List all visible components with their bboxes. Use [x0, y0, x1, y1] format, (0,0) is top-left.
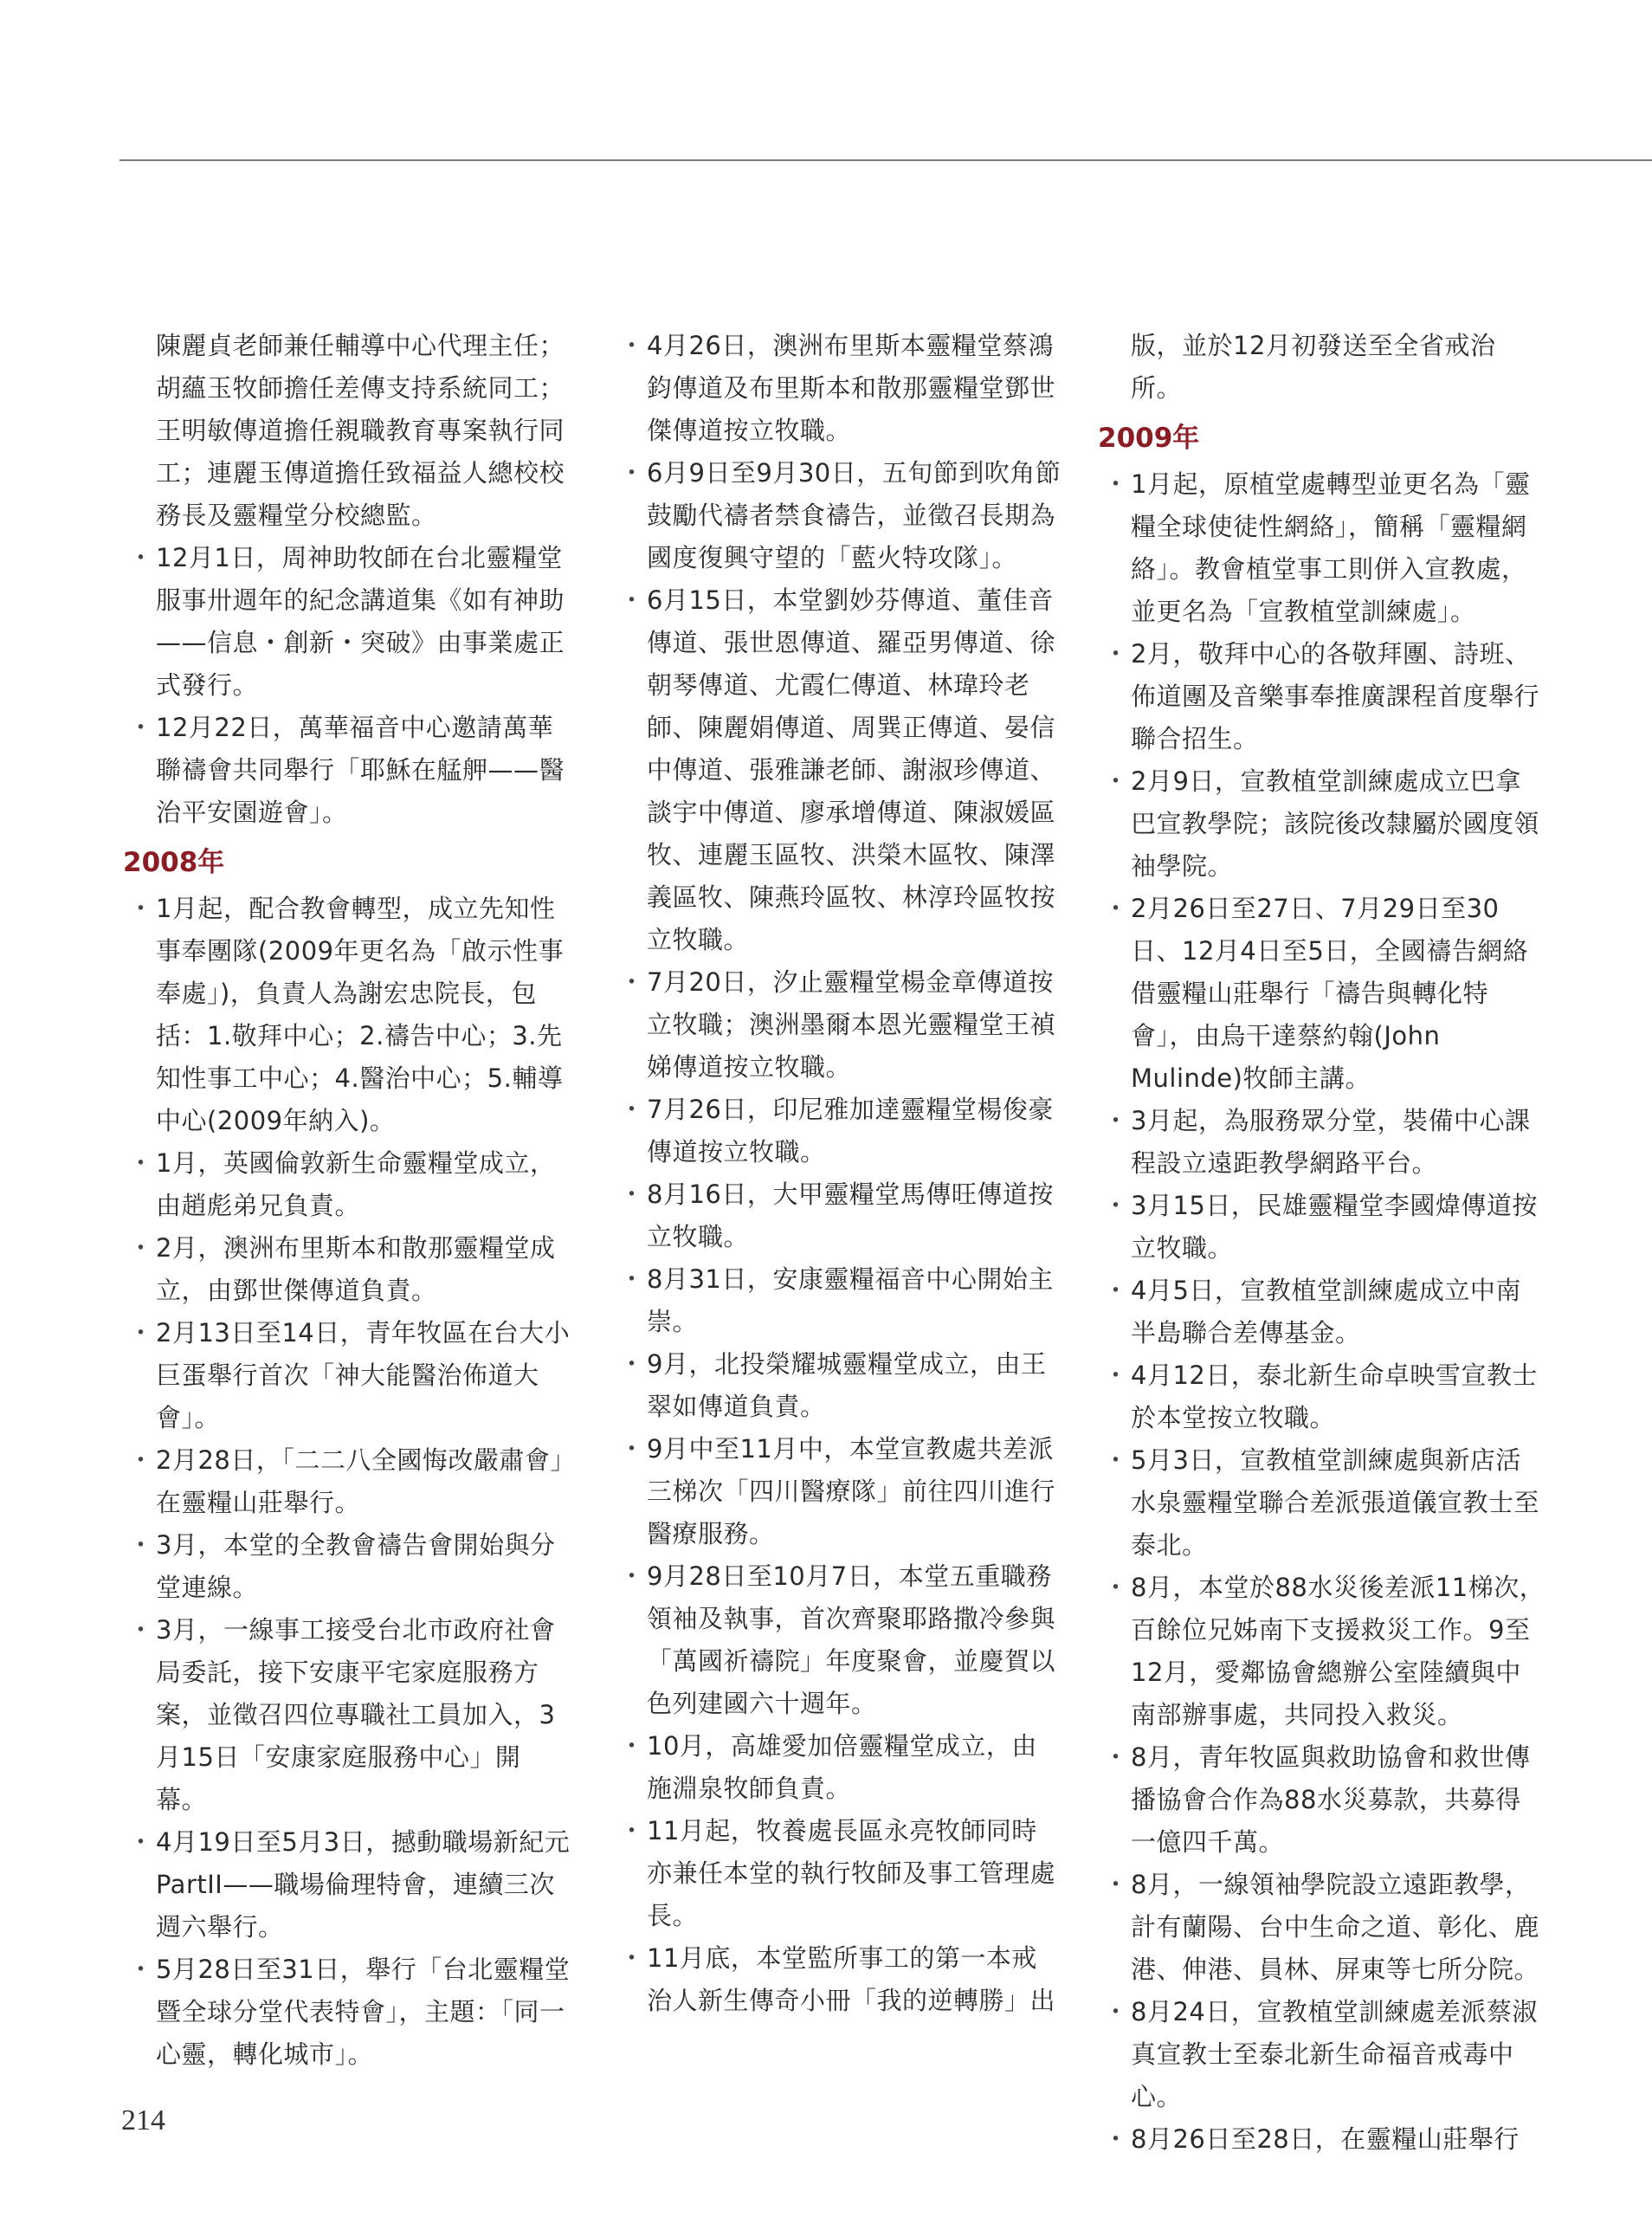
list-col2	[612, 325, 1062, 2022]
list-item: ・ 3月15日，民雄靈糧堂李國煒傳道按立牧職。	[1096, 1185, 1546, 1270]
bullet-icon: ・	[128, 1827, 154, 1857]
list-item: ・ 11月起，牧養處長區永亮牧師同時亦兼任本堂的執行牧師及事工管理處長。	[612, 1810, 1062, 1937]
list-item: ・ 2月28日，「二二八全國悔改嚴肅會」在靈糧山莊舉行。	[121, 1439, 571, 1524]
bullet-icon: ・	[1103, 1106, 1129, 1135]
bullet-icon: ・	[619, 1095, 645, 1124]
bullet-icon: ・	[128, 1233, 154, 1263]
list-item: ・ 8月，青年牧區與救助協會和救世傳播協會合作為88水災募款，共募得一億四千萬。	[1096, 1736, 1546, 1864]
bullet-icon: ・	[128, 894, 154, 923]
column-3	[1096, 325, 1546, 2161]
list-item: ・ 4月19日至5月3日，撼動職場新紀元PartII——職場倫理特會，連續三次週六舉行。	[121, 1821, 571, 1949]
list-item: ・ 1月起，配合教會轉型，成立先知性事奉團隊(2009年更名為「啟示性事奉處」)，負責人為謝宏忠院長，包括：1.敬拜中心；2.禱告中心；3.先知性事工中心；4.醫治中心；5.輔導中心(2009年納入)。	[121, 888, 571, 1142]
list-item-continuation: 陳麗貞老師兼任輔導中心代理主任；胡蘊玉牧師擔任差傳支持系統同工；王明敏傳道擔任親職教育專案執行同工；連麗玉傳道擔任致福益人總校校務長及靈糧堂分校總監。	[156, 331, 565, 530]
list-item: ・ 4月26日，澳洲布里斯本靈糧堂蔡鴻鈞傳道及布里斯本和散那靈糧堂鄧世傑傳道按立牧職。	[612, 325, 1062, 452]
list-item: ・ 7月20日，汐止靈糧堂楊金章傳道按立牧職；澳洲墨爾本恩光靈糧堂王禎娣傳道按立牧職。	[612, 961, 1062, 1089]
year-heading-2009: 2009年	[1098, 423, 1200, 454]
bullet-icon: ・	[1103, 894, 1129, 923]
list-item: ・ 7月26日，印尼雅加達靈糧堂楊俊豪傳道按立牧職。	[612, 1089, 1062, 1173]
list-item: ・ 9月28日至10月7日，本堂五重職務領袖及執事，首次齊聚耶路撒冷參與「萬國祈禱院」年度聚會，並慶賀以色列建國六十週年。	[612, 1555, 1062, 1725]
list-item-continuation: 版，並於12月初發送至全省戒治所。	[1131, 331, 1496, 403]
bullet-icon: ・	[619, 585, 645, 615]
bullet-icon: ・	[619, 1943, 645, 1973]
header-rule	[119, 159, 1652, 161]
bullet-icon: ・	[619, 1264, 645, 1294]
list-col1-a	[121, 537, 571, 834]
list-item: ・ 5月3日，宣教植堂訓練處與新店活水泉靈糧堂聯合差派張道儀宣教士至泰北。	[1096, 1439, 1546, 1567]
list-item: ・ 8月26日至28日，在靈糧山莊舉行	[1096, 2118, 1546, 2161]
list-item: ・ 9月中至11月中，本堂宣教處共差派三梯次「四川醫療隊」前往四川進行醫療服務。	[612, 1428, 1062, 1555]
list-item: ・ 3月，本堂的全教會禱告會開始與分堂連線。	[121, 1524, 571, 1609]
bullet-icon: ・	[128, 1318, 154, 1348]
bullet-icon: ・	[1103, 766, 1129, 796]
list-item: ・ 9月，北投榮耀城靈糧堂成立，由王翠如傳道負責。	[612, 1343, 1062, 1428]
list-item: ・ 6月9日至9月30日，五旬節到吹角節鼓勵代禱者禁食禱告，並徵召長期為國度復興守望的「藍火特攻隊」。	[612, 452, 1062, 579]
bullet-icon: ・	[619, 1731, 645, 1761]
list-item: ・ 5月28日至31日，舉行「台北靈糧堂暨全球分堂代表特會」，主題：「同一心靈，轉化城市」。	[121, 1949, 571, 2076]
bullet-icon: ・	[1103, 639, 1129, 669]
list-item: ・ 2月13日至14日，青年牧區在台大小巨蛋舉行首次「神大能醫治佈道大會」。	[121, 1312, 571, 1439]
list-item: ・ 12月22日，萬華福音中心邀請萬華聯禱會共同舉行「耶穌在艋舺——醫治平安園遊會」。	[121, 707, 571, 834]
bullet-icon: ・	[619, 458, 645, 488]
bullet-icon: ・	[1103, 1573, 1129, 1602]
column-2	[612, 325, 1062, 2022]
list-item: ・ 2月26日至27日、7月29日至30日、12月4日至5日，全國禱告網絡借靈糧山莊舉行「禱告與轉化特會」，由烏干達蔡約翰(John Mulinde)牧師主講。	[1096, 888, 1546, 1100]
list-item: ・ 11月底，本堂監所事工的第一本戒治人新生傳奇小冊「我的逆轉勝」出	[612, 1937, 1062, 2022]
bullet-icon: ・	[1103, 2124, 1129, 2154]
list-item: ・ 8月，一線領袖學院設立遠距教學，計有蘭陽、台中生命之道、彰化、鹿港、伸港、員林、屏東等七所分院。	[1096, 1864, 1546, 1991]
bullet-icon: ・	[128, 543, 154, 572]
column-1	[121, 325, 571, 2076]
bullet-icon: ・	[619, 1434, 645, 1464]
list-item: ・ 6月15日，本堂劉妙芬傳道、董佳音傳道、張世恩傳道、羅亞男傳道、徐朝琴傳道、尤霞仁傳道、林瑋玲老師、陳麗娟傳道、周巽正傳道、晏信中傳道、張雅謙老師、謝淑珍傳道、談宇中傳道、廖承增傳道、陳淑媛區牧、連麗玉區牧、洪榮木區牧、陳澤義區牧、陳燕玲區牧、林淳玲區牧按立牧職。	[612, 579, 1062, 961]
list-item: ・ 1月，英國倫敦新生命靈糧堂成立，由趙彪弟兄負責。	[121, 1142, 571, 1227]
bullet-icon: ・	[1103, 1361, 1129, 1390]
bullet-icon: ・	[619, 967, 645, 997]
bullet-icon: ・	[1103, 1742, 1129, 1772]
page-number: 214	[121, 2104, 165, 2136]
list-item: ・ 10月，高雄愛加倍靈糧堂成立，由施淵泉牧師負責。	[612, 1725, 1062, 1810]
list-item: ・ 8月16日，大甲靈糧堂馬傳旺傳道按立牧職。	[612, 1173, 1062, 1258]
bullet-icon: ・	[619, 1180, 645, 1209]
bullet-icon: ・	[1103, 1445, 1129, 1475]
bullet-icon: ・	[128, 1955, 154, 1984]
list-item: ・ 8月31日，安康靈糧福音中心開始主崇。	[612, 1258, 1062, 1343]
bullet-icon: ・	[128, 1445, 154, 1475]
bullet-icon: ・	[128, 713, 154, 742]
list-item: ・ 3月，一線事工接受台北市政府社會局委託，接下安康平宅家庭服務方案，並徵召四位專職社工員加入，3月15日「安康家庭服務中心」開幕。	[121, 1609, 571, 1821]
year-heading-2008: 2008年	[123, 847, 225, 878]
bullet-icon: ・	[128, 1530, 154, 1560]
list-item: ・ 2月9日，宣教植堂訓練處成立巴拿巴宣教學院；該院後改隸屬於國度領袖學院。	[1096, 760, 1546, 888]
bullet-icon: ・	[619, 1816, 645, 1845]
list-col3	[1096, 463, 1546, 2161]
list-item: ・ 8月24日，宣教植堂訓練處差派蔡淑真宣教士至泰北新生命福音戒毒中心。	[1096, 1991, 1546, 2118]
bullet-icon: ・	[619, 1561, 645, 1591]
list-item: ・ 3月起，為服務眾分堂，裝備中心課程設立遠距教學網路平台。	[1096, 1100, 1546, 1185]
bullet-icon: ・	[1103, 1870, 1129, 1899]
bullet-icon: ・	[619, 331, 645, 360]
list-item: ・ 2月，敬拜中心的各敬拜團、詩班、佈道團及音樂事奉推廣課程首度舉行聯合招生。	[1096, 633, 1546, 760]
bullet-icon: ・	[619, 1349, 645, 1379]
bullet-icon: ・	[128, 1148, 154, 1178]
bullet-icon: ・	[1103, 1191, 1129, 1220]
list-item: ・ 8月，本堂於88水災後差派11梯次，百餘位兄姊南下支援救災工作。9至12月，愛鄰協會總辦公室陸續與中南部辦事處，共同投入救災。	[1096, 1567, 1546, 1736]
list-item: ・ 4月12日，泰北新生命卓映雪宣教士於本堂按立牧職。	[1096, 1354, 1546, 1439]
list-item: ・ 12月1日，周神助牧師在台北靈糧堂服事卅週年的紀念講道集《如有神助——信息・創新・突破》由事業處正式發行。	[121, 537, 571, 707]
bullet-icon: ・	[1103, 1997, 1129, 2026]
bullet-icon: ・	[128, 1615, 154, 1645]
bullet-icon: ・	[1103, 469, 1129, 499]
list-col1-b	[121, 888, 571, 2076]
list-item: ・ 2月，澳洲布里斯本和散那靈糧堂成立，由鄧世傑傳道負責。	[121, 1227, 571, 1312]
list-item: ・ 1月起，原植堂處轉型並更名為「靈糧全球使徒性網絡」，簡稱「靈糧網絡」。教會植堂事工則併入宣教處，並更名為「宣教植堂訓練處」。	[1096, 463, 1546, 633]
list-item: ・ 4月5日，宣教植堂訓練處成立中南半島聯合差傳基金。	[1096, 1270, 1546, 1354]
bullet-icon: ・	[1103, 1276, 1129, 1305]
